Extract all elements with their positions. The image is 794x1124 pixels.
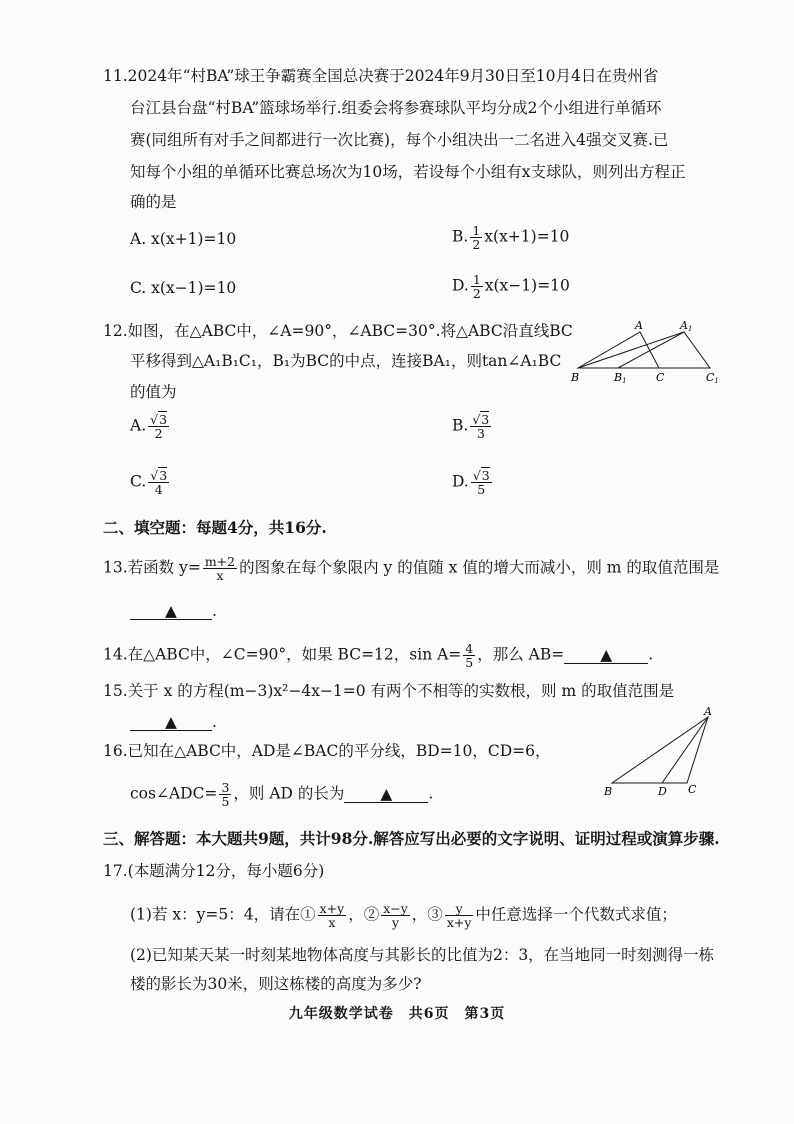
q13-line-2: ▲ . [130, 601, 217, 621]
q17-part-2-line-1: (2)已知某天某一时刻某地物体高度与其影长的比值为2：3，在当地同一时刻测得一栋 [130, 946, 715, 964]
q11-line-5: 确的是 [130, 193, 177, 211]
fraction: $\frac{3}{5}$ [221, 780, 230, 809]
triangle-abc [612, 717, 708, 783]
fraction: $\frac{x+y}{x}$ [319, 901, 345, 930]
fraction: $\frac{y}{x+y}$ [446, 901, 472, 930]
label-b: B [571, 371, 580, 384]
fraction: $\frac{1}{2}$ [472, 223, 481, 252]
q11-option-d: D. $\frac{1}{2}$ x(x−1)=10 [452, 272, 570, 301]
label-a: A [635, 319, 643, 332]
label-c: C [688, 783, 697, 796]
label-a1: A1 [680, 319, 693, 333]
q12-option-a: A. $\frac{√3}{2}$ [130, 412, 168, 441]
q15-line-1: 15.关于 x 的方程(m−3)x²−4x−1=0 有两个不相等的实数根，则 m 的取值范围是 [103, 682, 675, 700]
q16-triangle-figure [600, 705, 720, 797]
answer-blank: ▲ [130, 603, 212, 620]
answer-blank: ▲ [130, 714, 212, 731]
q16-line-2: cos∠ADC= $\frac{3}{5}$ ，则 AD 的长为 ▲ . [130, 780, 434, 809]
label-a: A [704, 705, 712, 718]
label-d: D [658, 785, 667, 797]
q12-option-d: D. $\frac{√3}{5}$ [452, 468, 490, 497]
fraction: $\frac{√3}{3}$ [472, 412, 490, 441]
q12-option-b: B. $\frac{√3}{3}$ [452, 412, 490, 441]
q17-heading: 17.(本题满分12分，每小题6分) [103, 862, 325, 880]
answer-blank: ▲ [344, 786, 428, 803]
q14-line: 14.在△ABC中，∠C=90°，如果 BC=12，sin A= $\frac{4}{5}$ ，那么 AB= ▲ . [103, 641, 654, 670]
q11-option-a: A. x(x+1)=10 [130, 230, 237, 248]
q17-part-1: (1)若 x：y=5：4，请在① $\frac{x+y}{x}$ ，② $\frac{x-y}{y}$ ，③ $\frac{y}{x+y}$ 中任意选择一个代数式求值； [130, 901, 677, 930]
label-b: B [604, 785, 613, 797]
segment-ad [662, 717, 708, 783]
q11-line-2: 台江县台盘“村BA”篮球场举行.组委会将参赛球队平均分成2个小组进行单循环 [130, 99, 662, 117]
fraction: $\frac{√3}{5}$ [472, 468, 490, 497]
q17-part-2-line-2: 楼的影长为30米，则这栋楼的高度为多少? [130, 975, 422, 993]
fraction: $\frac{√3}{2}$ [150, 412, 168, 441]
q13-line-1: 13.若函数 y= $\frac{m+2}{x}$ 的图象在每个象限内 y 的值随 x 值的增大而减小，则 m 的取值范围是 [103, 554, 720, 583]
q11-line-1: 11.2024年“村BA”球王争霸赛全国总决赛于2024年9月30日至10月4日在贵州省 [103, 67, 659, 85]
q11-option-b: B. $\frac{1}{2}$ x(x+1)=10 [452, 223, 570, 252]
q11-line-3: 赛(同组所有对手之间都进行一次比赛)，每个小组决出一二名进入4强交叉赛.已 [130, 131, 669, 149]
fraction: $\frac{x-y}{y}$ [383, 901, 408, 930]
q12-line-2: 平移得到△A₁B₁C₁，B₁为BC的中点，连接BA₁，则tan∠A₁BC [130, 352, 562, 370]
q12-translation-figure [565, 318, 730, 386]
page-footer: 九年级数学试卷 共6页 第3页 [288, 1006, 506, 1022]
q12-line-3: 的值为 [130, 383, 177, 401]
section-3-heading: 三、解答题：本大题共9题，共计98分.解答应写出必要的文字说明、证明过程或演算步骤. [103, 829, 720, 848]
label-c1: C1 [706, 371, 719, 385]
fraction: $\frac{√3}{4}$ [150, 468, 168, 497]
fraction: $\frac{m+2}{x}$ [204, 554, 236, 583]
q15-line-2: ▲ . [130, 712, 217, 732]
fraction: $\frac{4}{5}$ [465, 641, 474, 670]
answer-blank: ▲ [564, 647, 648, 664]
label-b1: B1 [614, 371, 627, 385]
q11-line-4: 知每个小组的单循环比赛总场次为10场，若设每个小组有x支球队，则列出方程正 [130, 163, 686, 181]
triangle-abc [578, 332, 659, 368]
q12-line-1: 12.如图，在△ABC中，∠A=90°，∠ABC=30°.将△ABC沿直线BC [103, 322, 573, 340]
q16-line-1: 16.已知在△ABC中，AD是∠BAC的平分线，BD=10，CD=6， [103, 742, 551, 760]
section-2-heading: 二、填空题：每题4分，共16分. [103, 518, 327, 537]
label-c: C [656, 371, 665, 384]
q11-option-c: C. x(x−1)=10 [130, 279, 237, 297]
fraction: $\frac{1}{2}$ [472, 272, 481, 301]
q12-option-c: C. $\frac{√3}{4}$ [130, 468, 168, 497]
